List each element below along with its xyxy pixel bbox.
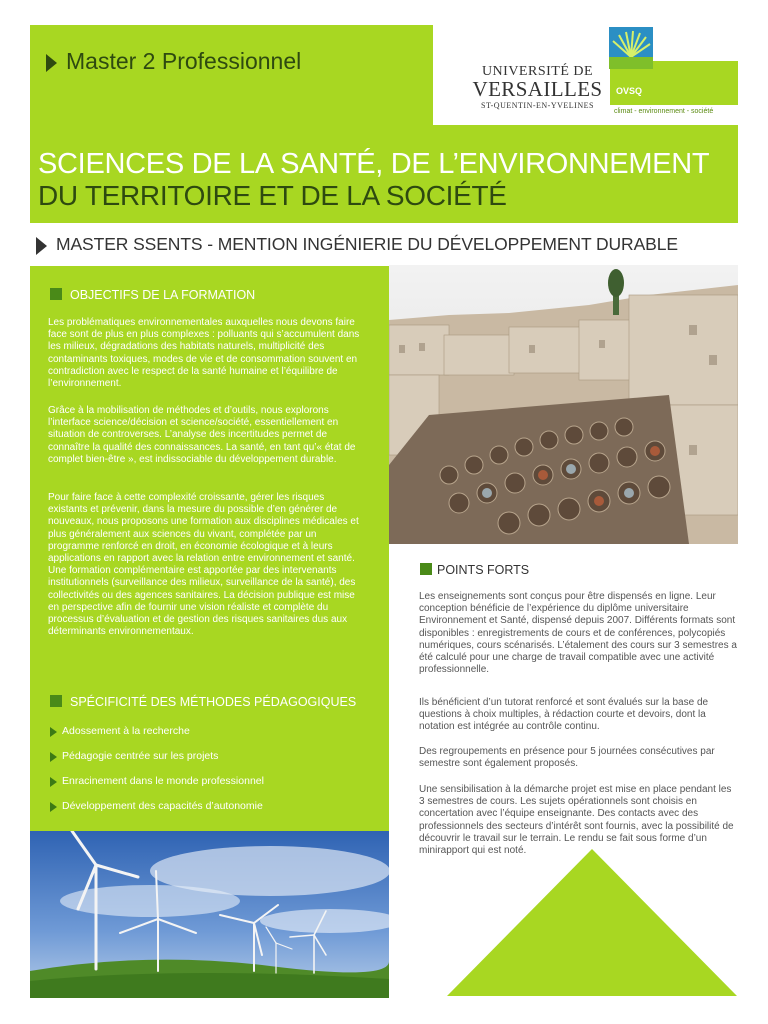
header-green-block — [30, 25, 433, 125]
objectifs-paragraph: Grâce à la mobilisation de méthodes et d’outils, nous explorons l’interface science/décision et science/société, essentiellement en situation de controverses. L’analyse des incertitudes permet de connaître la qualité des connaissances. La santé, en tant qu’« état de complet bien-être », est indissociable du développement durable. — [48, 405, 356, 465]
points-forts-paragraph: Les enseignements sont conçus pour être dispensés en ligne. Leur conception bénéficie de l’expérience du diplôme universitaire Environnement et Santé, dispensé depuis 2007. Différents formats sont disponibles : enregistrements de cours et de conférences, polycopiés numériques, cours scénarisés. L’étalement des cours sur 3 semestres a été calculé pour une charge de travail compatible avec une activité professionnelle. — [419, 591, 737, 676]
decorative-triangle — [447, 849, 737, 996]
list-item: Pédagogie centrée sur les projets — [62, 750, 219, 762]
bullet-arrow-icon — [50, 777, 57, 787]
page-title-line2: DU TERRITOIRE ET DE LA SOCIÉTÉ — [38, 180, 507, 211]
section-square-icon — [50, 695, 62, 707]
sun-logo-icon — [609, 27, 653, 69]
page-subtitle: MASTER SSENTS - MENTION INGÉNIERIE DU DÉVELOPPEMENT DURABLE — [56, 234, 678, 254]
wind-turbines-photo — [30, 831, 389, 998]
arrow-right-icon — [46, 54, 57, 72]
university-name-line2: VERSAILLES — [472, 77, 603, 101]
points-forts-paragraph: Des regroupements en présence pour 5 journées consécutives par semestre sont également proposés. — [419, 746, 715, 770]
points-forts-paragraph: Ils bénéficient d’un tutorat renforcé et sont évalués sur la base de questions à choix multiples, à rédaction courte et devoirs, dont la notation est intégrée au contrôle continu. — [419, 697, 709, 733]
section-square-icon — [420, 563, 432, 575]
tannery-photo — [389, 265, 738, 544]
objectifs-heading: OBJECTIFS DE LA FORMATION — [70, 288, 256, 302]
ovsq-tagline: climat - environnement - société — [614, 108, 714, 115]
bullet-arrow-icon — [50, 727, 57, 737]
objectifs-paragraph: Pour faire face à cette complexité croissante, gérer les risques existants et prévenir, dans la mesure du possible d’en générer de nouveaux, nous proposons une formation aux disciplines médicales et plus généralement aux sciences du vivant, complétée par un programme renforcé en droit, en économie écologique et à leurs applications en rapport avec la relation entre environnement et santé. Une formation complémentaire est apportée par des intervenants institutionnels (surveillance des milieux, surveillance de la santé), des collectivités ou des agences sanitaires. La décision publique est mise en perspective afin de fournir une vision réaliste et complète du processus d’évaluation et de gestion des risques sanitaires dus aux déterminants environnementaux. — [48, 492, 359, 638]
points-forts-heading: POINTS FORTS — [437, 563, 530, 577]
points-forts-paragraph: Une sensibilisation à la démarche projet est mise en place pendant les 3 semestres de cours. Les sujets opérationnels sont choisis en concertation avec l’équipe enseignante. Des contacts avec des professionnels des secteurs d’intérêt sont fournis, avec la possibilité de découvrir le travail sur le terrain. Le rendu se fait sous forme d’un minirapport qui est noté. — [419, 784, 734, 857]
list-item: Développement des capacités d’autonomie — [62, 800, 263, 812]
arrow-right-icon — [36, 237, 47, 255]
specificite-heading: SPÉCIFICITÉ DES MÉTHODES PÉDAGOGIQUES — [70, 695, 357, 709]
list-item: Adossement à la recherche — [62, 725, 190, 737]
bullet-arrow-icon — [50, 802, 57, 812]
program-label: Master 2 Professionnel — [66, 48, 302, 74]
objectifs-paragraph: Les problématiques environnementales auxquelles nous devons faire face sont de plus en plus complexes : polluants qui s’accumulent dans les milieux, dégradations des habitats naturels, multiplicité des contaminants toxiques, modes de vie et de consommation souvent en contradiction avec le respect de la santé humaine et l’équilibre de l’environnement. — [48, 317, 360, 390]
list-item: Enracinement dans le monde professionnel — [62, 775, 264, 787]
university-name-line1: UNIVERSITÉ DE — [481, 64, 594, 79]
ovsq-name: OVSQ — [616, 86, 643, 96]
section-square-icon — [50, 288, 62, 300]
bullet-arrow-icon — [50, 752, 57, 762]
page-title-line1: SCIENCES DE LA SANTÉ, DE L’ENVIRONNEMENT — [38, 148, 710, 180]
university-logo — [470, 65, 605, 110]
university-name-line3: ST-QUENTIN-EN-YVELINES — [481, 101, 594, 110]
